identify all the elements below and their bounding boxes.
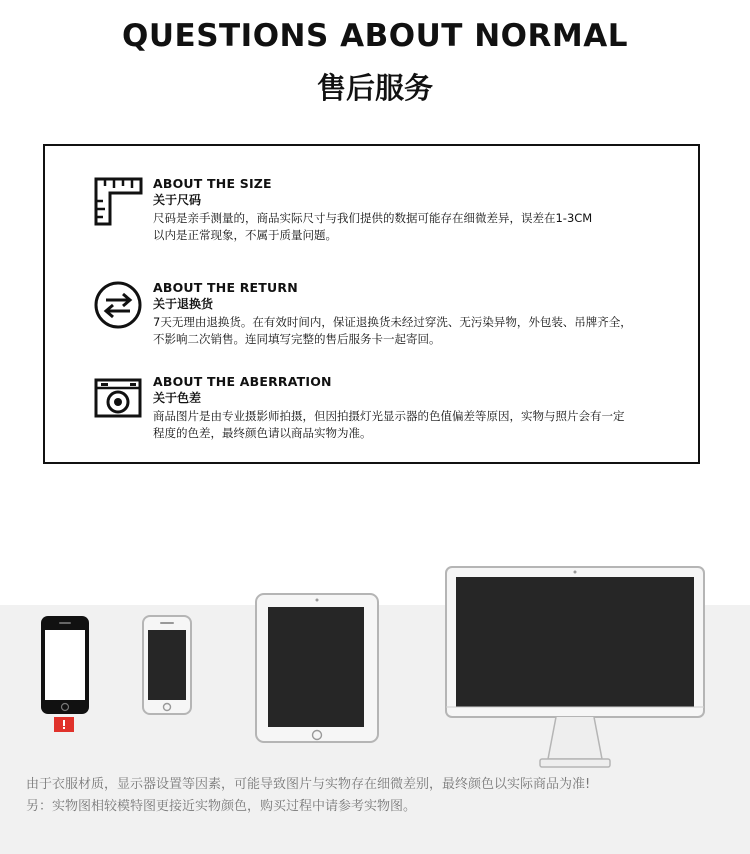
after-sales-info-box (43, 144, 700, 464)
item-description (153, 210, 688, 244)
item-description-line: 以内是正常现象，不属于质量问题。 (153, 228, 337, 242)
smartphone-icon (140, 614, 196, 718)
item-description-line: 尺码是亲手测量的，商品实际尺寸与我们提供的数据可能存在细微差异，误差在1-3CM (153, 211, 593, 225)
item-title-chinese: 关于尺码 (153, 193, 202, 207)
item-description (153, 408, 688, 442)
exchange-icon (93, 280, 143, 330)
item-description (153, 314, 688, 348)
item-title-english: ABOUT THE RETURN (153, 280, 298, 295)
note-line-1: 由于衣服材质，显示器设置等因素，可能导致图片与实物存在细微差别，最终颜色以实际商品为准! (26, 777, 591, 792)
item-title-chinese: 关于退换货 (153, 297, 214, 311)
phone-red-icon (38, 614, 94, 734)
item-description-line: 商品图片是由专业摄影师拍摄，但因拍摄灯光显示器的色值偏差等原因，实物与照片会有一定 (153, 409, 625, 423)
item-description-line: 不影响二次销售。连同填写完整的售后服务卡一起寄回。 (153, 332, 441, 346)
ruler-icon (93, 176, 143, 226)
item-title-english: ABOUT THE ABERRATION (153, 374, 332, 389)
page-title-chinese: 售后服务 (316, 71, 433, 105)
item-description-line: 7天无理由退换货。在有效时间内，保证退换货未经过穿洗、无污染异物，外包装、吊牌齐全， (153, 315, 632, 329)
note-line-2: 另：实物图相较模特图更接近实物颜色，购买过程中请参考实物图。 (26, 799, 417, 814)
camera-icon (93, 374, 143, 424)
page-title-english: QUESTIONS ABOUT NORMAL (122, 18, 628, 54)
item-title-english: ABOUT THE SIZE (153, 176, 272, 191)
tablet-icon (254, 592, 380, 744)
desktop-monitor-icon (444, 565, 706, 771)
item-description-line: 程度的色差，最终颜色请以商品实物为准。 (153, 426, 372, 440)
item-title-chinese: 关于色差 (153, 391, 202, 405)
